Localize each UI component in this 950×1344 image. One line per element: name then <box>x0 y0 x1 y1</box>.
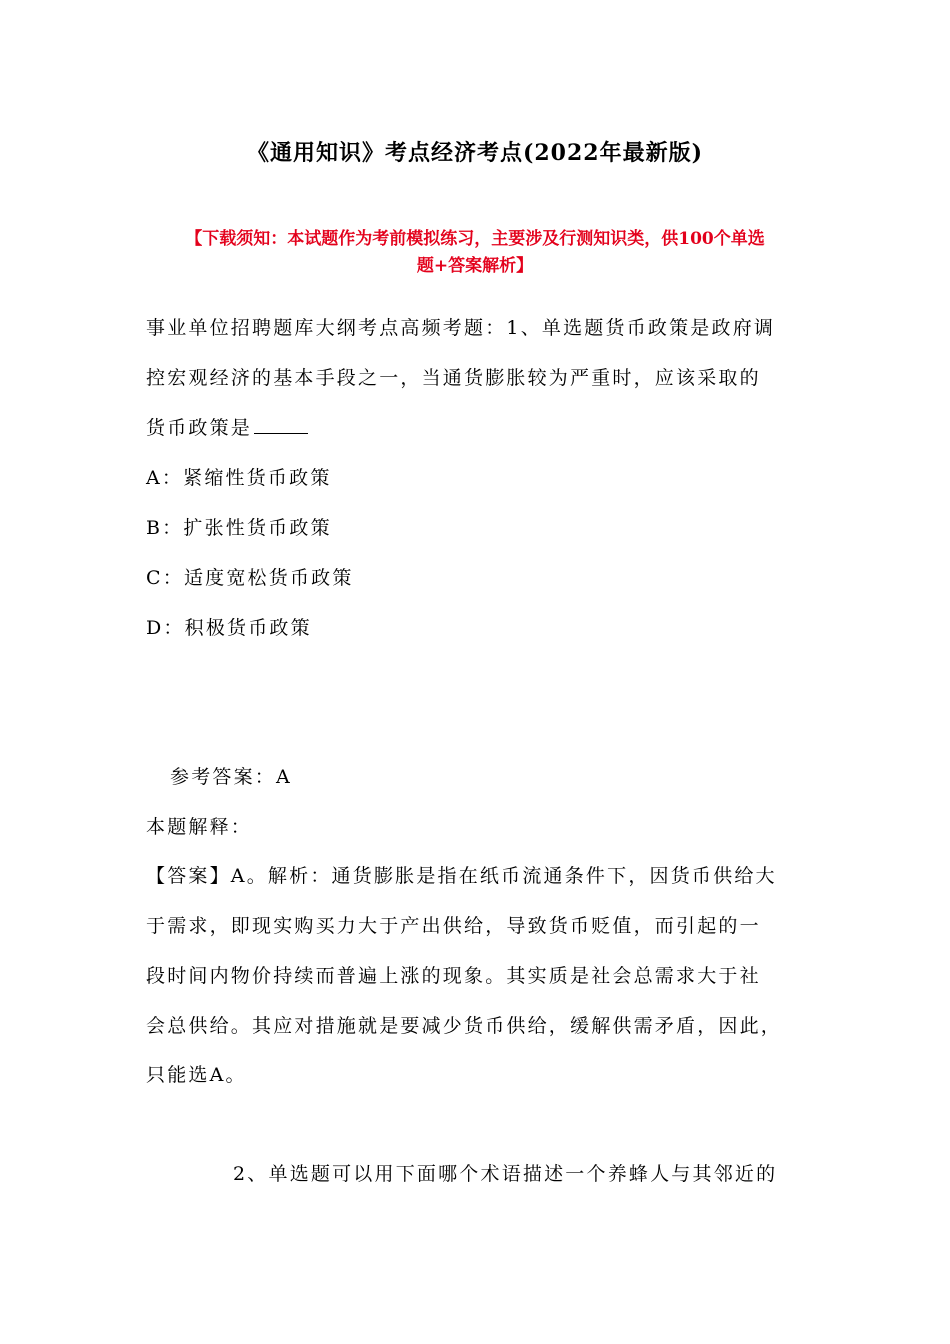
question-2-line-1: 2、单选题可以用下面哪个术语描述一个养蜂人与其邻近的 <box>233 1163 778 1185</box>
question-1-line-2: 控宏观经济的基本手段之一，当通货膨胀较为严重时，应该采取的 <box>146 367 761 389</box>
option-d: D：积极货币政策 <box>146 617 312 639</box>
explanation-line-3: 段时间内物价持续而普遍上涨的现象。其实质是社会总需求大于社 <box>146 965 761 987</box>
explanation-line-2: 于需求，即现实购买力大于产出供给，导致货币贬值，而引起的一 <box>146 915 761 937</box>
notice-line-2: 题+答案解析】 <box>416 256 534 276</box>
explanation-line-1: 【答案】A。解析：通货膨胀是指在纸币流通条件下，因货币供给大 <box>146 865 777 887</box>
explanation-line-5: 只能选A。 <box>146 1064 247 1086</box>
explanation-line-4: 会总供给。其应对措施就是要减少货币供给，缓解供需矛盾，因此， <box>146 1015 783 1037</box>
question-1-line-1: 事业单位招聘题库大纲考点高频考题：1、单选题货币政策是政府调 <box>146 317 776 339</box>
question-1-line-3-text: 货币政策是 <box>146 417 253 439</box>
option-a: A：紧缩性货币政策 <box>146 467 332 489</box>
option-c: C：适度宽松货币政策 <box>146 567 354 589</box>
reference-answer: 参考答案：A <box>170 766 292 788</box>
answer-blank <box>254 415 308 434</box>
download-notice <box>140 226 810 280</box>
option-b: B：扩张性货币政策 <box>146 517 332 539</box>
explanation-heading: 本题解释： <box>146 816 253 838</box>
notice-line-1: 【下载须知：本试题作为考前模拟练习，主要涉及行测知识类，供100个单选 <box>185 229 765 249</box>
question-1-line-3 <box>146 413 308 440</box>
document-title: 《通用知识》考点经济考点(2022年最新版) <box>246 140 704 166</box>
